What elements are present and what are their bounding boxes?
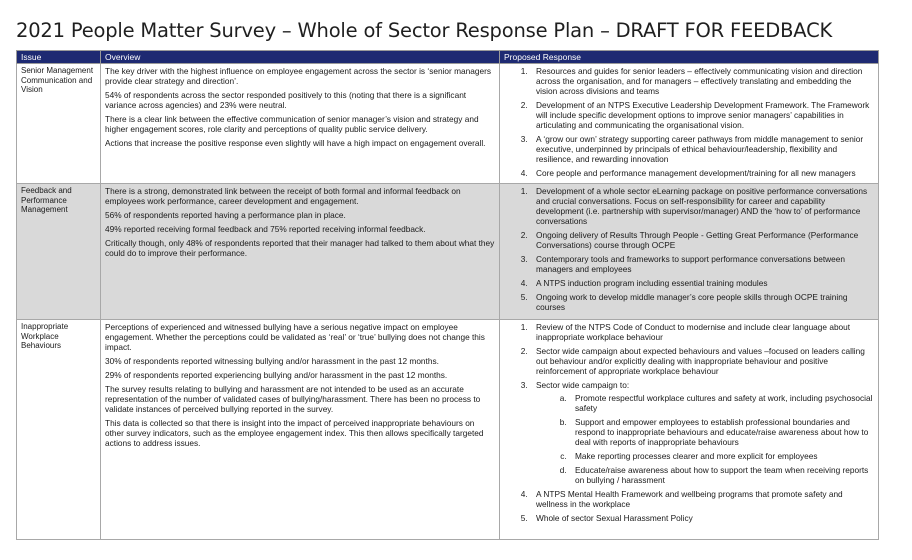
response-list (504, 322, 874, 523)
column-header-issue: Issue (17, 51, 101, 64)
table-header-row (17, 51, 879, 64)
overview-paragraph: Actions that increase the positive response even slightly will have a high impact on engagement overall. (105, 138, 486, 148)
response-item: 1. Development of a whole sector eLearning package on positive performance conversations and crucial conversations. Focus on self-responsibility for career and capability development (i.e. partnership with supervisor/manager) AND the ‘how to’ of performance conversations (530, 186, 874, 226)
response-item: 3. Contemporary tools and frameworks to support performance conversations between managers and employees (530, 254, 874, 274)
overview-paragraph: This data is collected so that there is insight into the impact of perceived inappropriate behaviours on other survey indicators, such as the employee engagement index. This then allows specifically targeted actions to address issues. (105, 418, 484, 448)
response-list (504, 186, 874, 312)
response-item: 2. Development of an NTPS Executive Leadership Development Framework. The Framework will include specific development options to improve senior managers’ capabilities in articulating and communicating the organisational vision. (530, 100, 874, 130)
overview-cell (101, 64, 500, 184)
document-title: 2021 People Matter Survey – Whole of Sector Response Plan – DRAFT FOR FEEDBACK (16, 19, 833, 42)
response-item: 5. Ongoing work to develop middle manager’s core people skills through OCPE training courses (530, 292, 874, 312)
response-sublist (536, 393, 874, 485)
response-item: 2. Sector wide campaign about expected behaviours and values –focused on leaders calling out behaviour and/or explicitly dealing with inappropriate behaviour and positive reinforcement of appropriate workplace behaviour (530, 346, 874, 376)
response-item: 4. Core people and performance management development/training for all new managers (530, 168, 874, 178)
response-item: 3. A ‘grow our own’ strategy supporting career pathways from middle management to senior executive, underpinned by principals of ethical behaviour/leadership, flexibility and resilience, and rewarding innovation (530, 134, 874, 164)
response-item: 1. Resources and guides for senior leaders – effectively communicating vision and direction across the organisation, and for managers – effectively translating and embedding the vision across divisions and teams (530, 66, 874, 96)
response-item-text: Sector wide campaign to: (536, 380, 630, 390)
table-row (17, 320, 879, 540)
overview-cell (101, 184, 500, 320)
response-subitem: b. Support and empower employees to establish professional boundaries and respond to inappropriate behaviours and educate/raise awareness about how to deal with reports of inappropriate behaviours (569, 417, 874, 447)
overview-paragraph: Perceptions of experienced and witnessed bullying have a serious negative impact on employee engagement. Whether the perceptions could be validated as ‘real’ or ‘true’ bullying does not change this impact. (105, 322, 485, 352)
proposed-response-cell (500, 320, 879, 540)
column-header-overview: Overview (101, 51, 500, 64)
response-item: 1. Review of the NTPS Code of Conduct to modernise and include clear language about inappropriate workplace behaviour (530, 322, 874, 342)
overview-paragraph: There is a clear link between the effective communication of senior manager’s vision and strategy and higher engagement scores, role clarity and perceptions of quality public service delivery. (105, 114, 479, 134)
response-item (530, 380, 874, 485)
issue-cell: Inappropriate Workplace Behaviours (17, 320, 101, 540)
overview-paragraph: 54% of respondents across the sector responded positively to this (noting that there is a significant variance across agencies) and 23% were neutral. (105, 90, 467, 110)
response-item: 4. A NTPS induction program including essential training modules (530, 278, 874, 288)
issue-cell: Senior Management Communication and Vision (17, 64, 101, 184)
overview-paragraph: The key driver with the highest influence on employee engagement across the sector is ‘senior managers provide clear strategy and direction’. (105, 66, 492, 86)
overview-paragraph: There is a strong, demonstrated link between the receipt of both formal and informal feedback on employees work performance, career development and engagement. (105, 186, 461, 206)
overview-paragraph: 29% of respondents reported experiencing bullying and/or harassment in the past 12 months. (105, 370, 448, 380)
response-item: 4. A NTPS Mental Health Framework and wellbeing programs that promote safety and wellness in the workplace (530, 489, 874, 509)
issue-cell: Feedback and Performance Management (17, 184, 101, 320)
overview-paragraph: 56% of respondents reported having a performance plan in place. (105, 210, 346, 220)
proposed-response-cell (500, 64, 879, 184)
overview-paragraph: 49% reported receiving formal feedback and 75% reported receiving informal feedback. (105, 224, 426, 234)
proposed-response-cell (500, 184, 879, 320)
response-item: 2. Ongoing delivery of Results Through People - Getting Great Performance (Performance Conversations) course through OCPE (530, 230, 874, 250)
response-plan-table (16, 50, 879, 540)
response-subitem: d. Educate/raise awareness about how to support the team when receiving reports on bullying / harassment (569, 465, 874, 485)
overview-paragraph: Critically though, only 48% of respondents reported that their manager had talked to them about what they could do to improve their performance. (105, 238, 495, 258)
response-list (504, 66, 874, 178)
response-item: 5. Whole of sector Sexual Harassment Policy (530, 513, 874, 523)
overview-cell (101, 320, 500, 540)
table-row (17, 64, 879, 184)
overview-paragraph: 30% of respondents reported witnessing bullying and/or harassment in the past 12 months. (105, 356, 439, 366)
column-header-proposed-response: Proposed Response (500, 51, 879, 64)
overview-paragraph: The survey results relating to bullying and harassment are not intended to be used as an accurate representation of the number of validated cases of bullying/harassment. There has been no process to validate instances of perceived bullying reported in the survey. (105, 384, 481, 414)
table-row (17, 184, 879, 320)
response-subitem: c. Make reporting processes clearer and more explicit for employees (569, 451, 874, 461)
response-subitem: a. Promote respectful workplace cultures and safety at work, including psychosocial safety (569, 393, 874, 413)
